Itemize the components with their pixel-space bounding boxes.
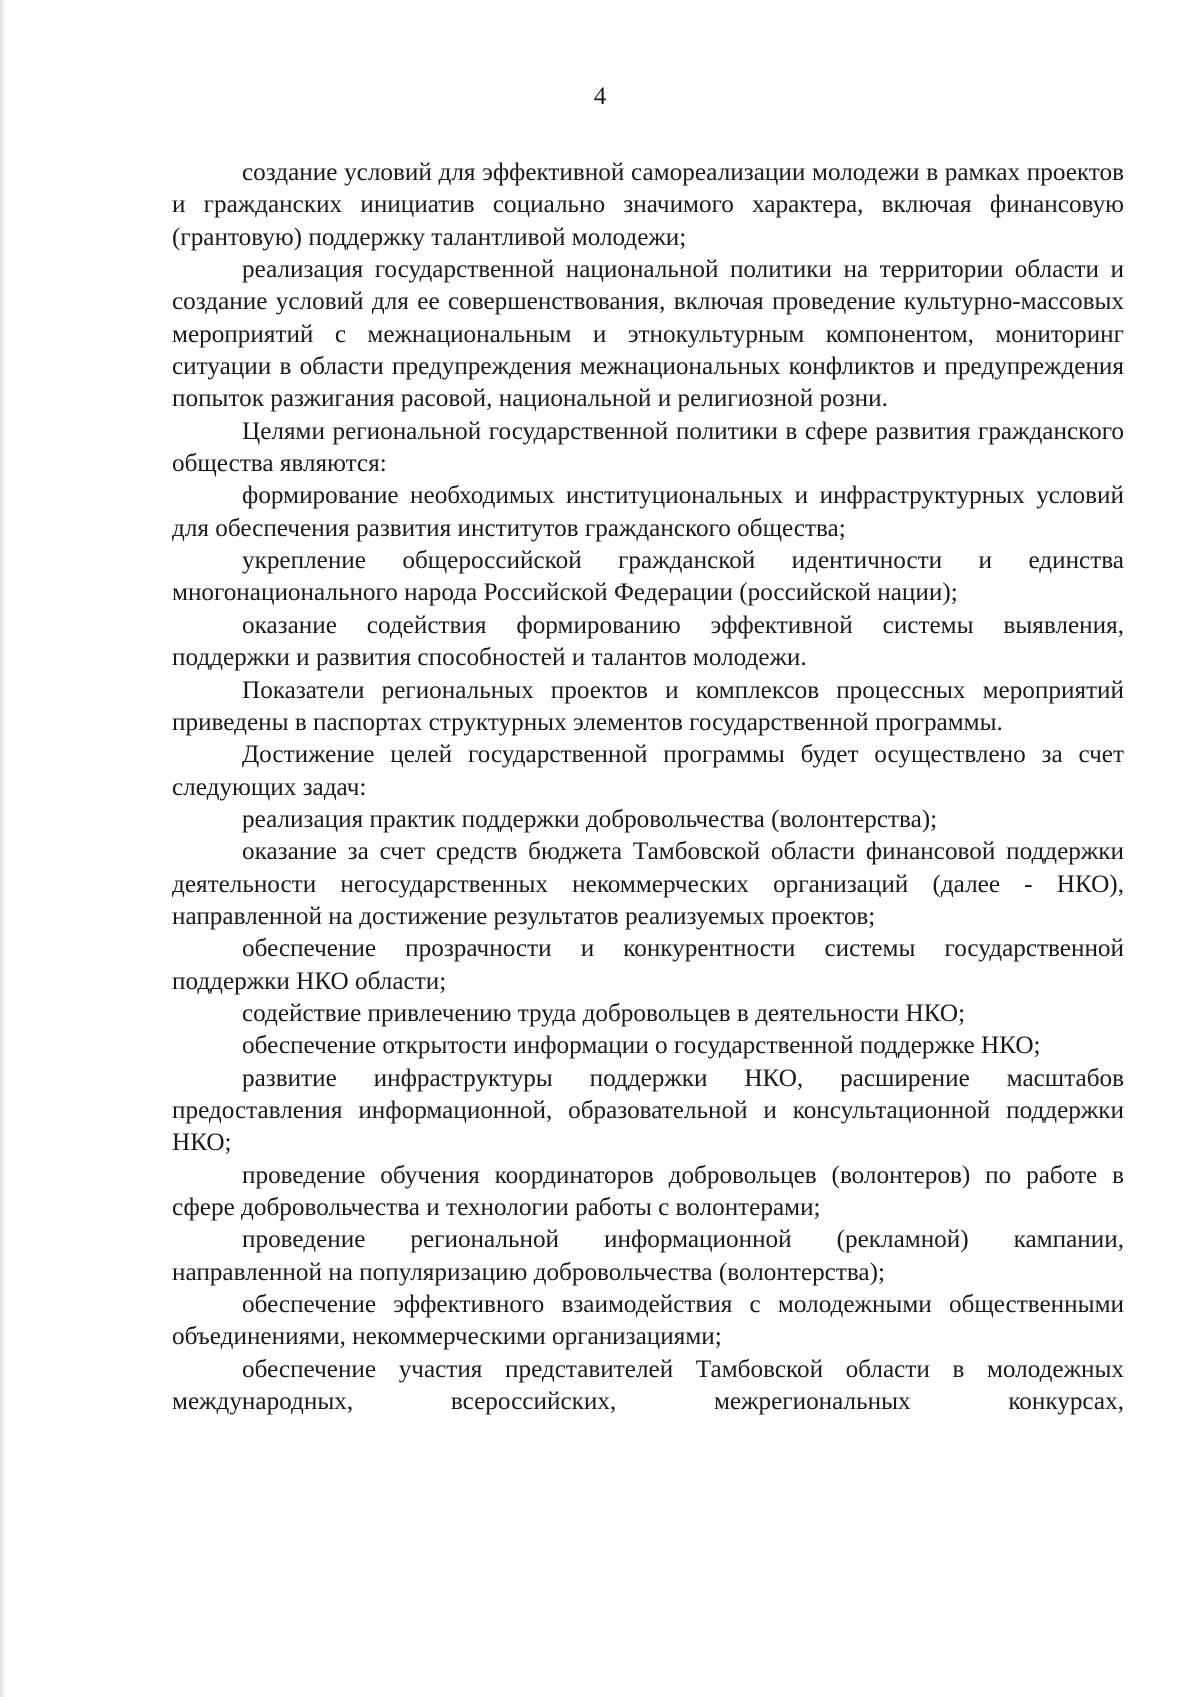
paragraph: обеспечение участия представителей Тамбовской области в молодежных международных, всероссийских, межрегиональных конкурсах, bbox=[172, 1355, 1124, 1416]
paragraph: обеспечение эффективного взаимодействия с молодежными общественными объединениями, некоммерческими организациями; bbox=[172, 1291, 1124, 1351]
scan-edge-shadow bbox=[0, 0, 6, 1697]
paragraph: обеспечение прозрачности и конкурентности системы государственной поддержки НКО области; bbox=[172, 935, 1124, 995]
paragraph: развитие инфраструктуры поддержки НКО, расширение масштабов предоставления информационной, образовательной и консультационной поддержки НКО; bbox=[172, 1064, 1124, 1157]
paragraph: укрепление общероссийской гражданской идентичности и единства многонационального народа Российской Федерации (российской нации); bbox=[172, 547, 1124, 607]
paragraph: Целями региональной государственной политики в сфере развития гражданского общества являются: bbox=[172, 417, 1124, 478]
paragraph: реализация государственной национальной политики на территории области и создание условий для ее совершенствования, включая проведение культурно-массовых мероприятий с межнациональным и этнокультурным компонентом, мониторинг ситуации в области предупреждения межнациональных конфликтов и предупреждения попыток разжигания расовой, национальной и религиозной розни. bbox=[172, 256, 1124, 413]
paragraph: оказание за счет средств бюджета Тамбовской области финансовой поддержки деятельности негосударственных некоммерческих организаций (далее - НКО), направленной на достижение результатов реализуемых проектов; bbox=[172, 838, 1124, 930]
paragraph: проведение обучения координаторов добровольцев (волонтеров) по работе в сфере добровольчества и технологии работы с волонтерами; bbox=[172, 1161, 1124, 1221]
document-body bbox=[172, 157, 1124, 1418]
paragraph: проведение региональной информационной (рекламной) кампании, направленной на популяризацию добровольчества (волонтерства); bbox=[172, 1226, 1124, 1286]
paragraph: реализация практик поддержки добровольчества (волонтерства); bbox=[242, 805, 938, 833]
paragraph: обеспечение открытости информации о государственной поддержке НКО; bbox=[242, 1032, 1041, 1060]
paragraph: оказание содействия формированию эффективной системы выявления, поддержки и развития способностей и талантов молодежи. bbox=[172, 611, 1124, 672]
paragraph: Показатели региональных проектов и комплексов процессных мероприятий приведены в паспортах структурных элементов государственной программы. bbox=[172, 676, 1124, 736]
page-number: 4 bbox=[593, 83, 607, 110]
paragraph: содействие привлечению труда добровольцев в деятельности НКО; bbox=[242, 999, 966, 1027]
paragraph: создание условий для эффективной самореализации молодежи в рамках проектов и гражданских инициатив социально значимого характера, включая финансовую (грантовую) поддержку талантливой молодежи; bbox=[172, 159, 1124, 251]
paragraph: Достижение целей государственной программы будет осуществлено за счет следующих задач: bbox=[172, 741, 1124, 801]
paragraph: формирование необходимых институциональных и инфраструктурных условий для обеспечения развития институтов гражданского общества; bbox=[172, 482, 1124, 542]
